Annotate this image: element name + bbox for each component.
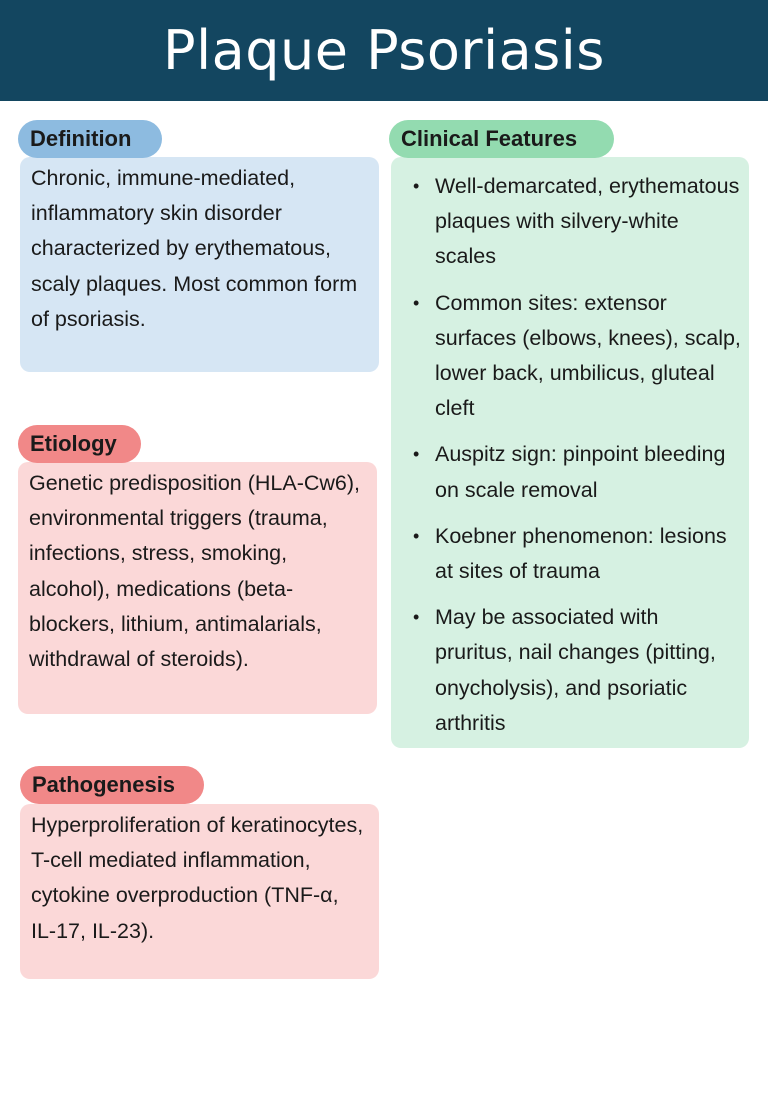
feature-text: Koebner phenomenon: lesions at sites of trauma [435,523,727,584]
list-item [413,286,741,427]
etiology-box [18,462,377,714]
bullet-icon: • [413,176,420,196]
feature-text: Well-demarcated, erythematous plaques with silvery-white scales [435,174,740,269]
list-item [413,600,741,741]
bullet-icon: • [413,607,420,628]
list-item [413,437,741,507]
etiology-label: Etiology [18,425,141,463]
etiology-text: Genetic predisposition (HLA-Cw6), environmental triggers (trauma, infections, stress, smoking, alcohol), medications (beta-blockers, lithium, antimalarials, withdrawal of steroids). [29,471,360,672]
list-item [413,169,741,275]
feature-text: Common sites: extensor surfaces (elbows, knees), scalp, lower back, umbilicus, gluteal cleft [435,290,741,421]
bullet-icon: • [413,292,420,313]
bullet-icon: • [413,444,420,465]
list-item [413,519,741,589]
page-title: Plaque Psoriasis [163,19,605,82]
title-banner [0,0,768,101]
clinical-features-label: Clinical Features [389,120,614,158]
definition-text: Chronic, immune-mediated, inflammatory skin disorder characterized by erythematous, scaly plaques. Most common form of psoriasis. [31,166,358,331]
definition-box [20,157,379,372]
clinical-features-box [391,157,749,748]
pathogenesis-label: Pathogenesis [20,766,204,804]
pathogenesis-text: Hyperproliferation of keratinocytes, T-cell mediated inflammation, cytokine overproduction (TNF-α, IL-17, IL-23). [31,813,364,943]
pathogenesis-box [20,804,379,979]
clinical-features-list [413,169,741,741]
definition-label: Definition [18,120,162,158]
feature-text: May be associated with pruritus, nail changes (pitting, onycholysis), and psoriatic arthritis [435,605,716,735]
bullet-icon: • [413,525,420,546]
feature-text: Auspitz sign: pinpoint bleeding on scale removal [435,442,726,502]
